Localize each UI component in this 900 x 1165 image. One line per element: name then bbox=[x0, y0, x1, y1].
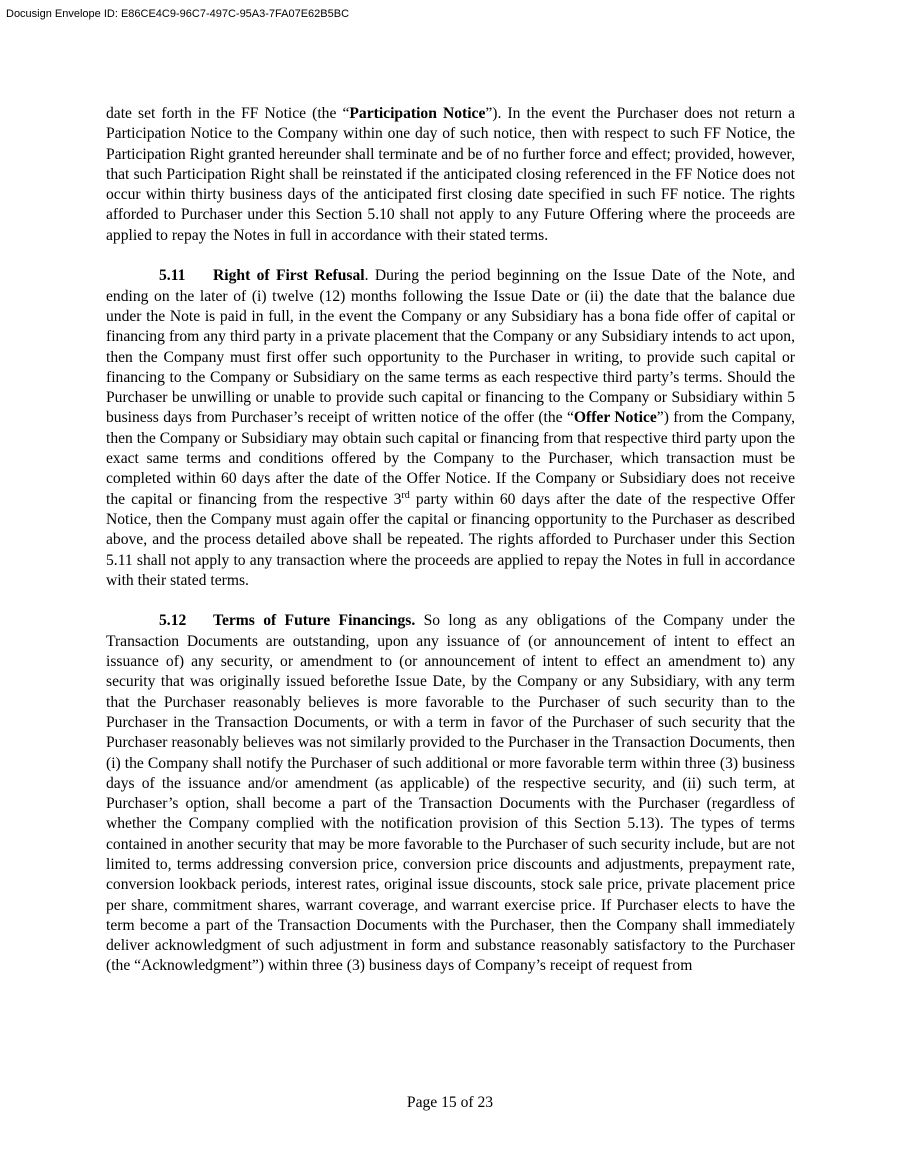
section-5-11 bbox=[106, 266, 795, 591]
paragraph-participation-notice bbox=[106, 104, 795, 246]
section-heading: Terms of Future Financings. bbox=[213, 612, 416, 630]
section-heading: Right of First Refusal bbox=[213, 267, 365, 285]
section-text: So long as any obligations of the Company under the Transaction Documents are outstanding, upon any issuance of (or announcement of intent to effect an issuance of) any security, or amendment to (or announcement of intent to effect an amendment to) any security that was originally issued beforethe Issue Date, by the Company or any Subsidiary, with any term that the Purchaser reasonably believes is more favorable to the Purchaser of such security than to the Purchaser in the Transaction Documents, or with a term in favor of the Purchaser of such security that the Purchaser reasonably believes was not similarly provided to the Purchaser in the Transaction Documents, then (i) the Company shall notify the Purchaser of such additional or more favorable term within three (3) business days of the issuance and/or amendment (as applicable) of the respective security, and (ii) such term, at Purchaser’s option, shall become a part of the Transaction Documents with the Purchaser (regardless of whether the Company complied with the notification provision of this Section 5.13). The types of terms contained in another security that may be more favorable to the Purchaser of such security include, but are not limited to, terms addressing conversion price, conversion price discounts and adjustments, prepayment rate, conversion lookback periods, interest rates, original issue discounts, stock sale price, private placement price per share, commitment shares, warrant coverage, and warrant exercise price. If Purchaser elects to have the term become a part of the Transaction Documents with the Purchaser, then the Company shall immediately deliver acknowledgment of such adjustment in form and substance reasonably satisfactory to the Purchaser (the “Acknowledgment”) within three (3) business days of Company’s receipt of request from bbox=[106, 612, 795, 975]
document-body bbox=[106, 104, 795, 997]
section-text: ”) from the Company, then the Company or Subsidiary may obtain such capital or financing from that respective third party upon the exact same terms and conditions offered by the Company to the Purchaser, which transaction must be completed within 60 days after the date of the Offer Notice. If the Company or Subsidiary does not receive the capital or financing from the respective 3 bbox=[106, 409, 795, 508]
section-number: 5.12 bbox=[159, 612, 187, 630]
paragraph-text: date set forth in the FF Notice (the “ bbox=[106, 105, 350, 122]
section-text: . During the period beginning on the Issue Date of the Note, and ending on the later of (i) twelve (12) months following the Issue Date or (ii) the date that the balance due under the Note is paid in full, in the event the Company or any Subsidiary has a bona fide offer of capital or financing from any third party in a private placement that the Company or any Subsidiary intends to act upon, then the Company must first offer such opportunity to the Purchaser in writing, to provide such capital or financing to the Company or Subsidiary on the same terms as each respective third party’s terms. Should the Purchaser be unwilling or unable to provide such capital or financing to the Company or Subsidiary within 5 business days from Purchaser’s receipt of written notice of the offer (the “ bbox=[106, 267, 795, 427]
defined-term-offer-notice: Offer Notice bbox=[573, 409, 657, 427]
paragraph-text: ”). In the event the Purchaser does not return a Participation Notice to the Company within one day of such notice, then with respect to such FF Notice, the Participation Right granted hereunder shall terminate and be of no further force and effect; provided, however, that such Participation Right shall be reinstated if the anticipated closing referenced in the FF Notice does not occur within thirty business days of the anticipated first closing date specified in such FF notice. The rights afforded to Purchaser under this Section 5.10 shall not apply to any Future Offering where the proceeds are applied to repay the Notes in full in accordance with their stated terms. bbox=[106, 105, 795, 244]
section-number: 5.11 bbox=[159, 267, 186, 285]
section-5-12 bbox=[106, 611, 795, 976]
section-text: party within 60 days after the date of the respective Offer Notice, then the Company must again offer the capital or financing opportunity to the Purchaser as described above, and the process detailed above shall be repeated. The rights afforded to Purchaser under this Section 5.11 shall not apply to any transaction where the proceeds are applied to repay the Notes in full in accordance with their stated terms. bbox=[106, 490, 795, 589]
envelope-id-header: Docusign Envelope ID: E86CE4C9-96C7-497C-95A3-7FA07E62B5BC bbox=[6, 8, 350, 20]
ordinal-superscript: rd bbox=[401, 489, 410, 501]
page-number-footer: Page 15 of 23 bbox=[406, 1094, 494, 1111]
defined-term-participation-notice: Participation Notice bbox=[349, 105, 486, 122]
